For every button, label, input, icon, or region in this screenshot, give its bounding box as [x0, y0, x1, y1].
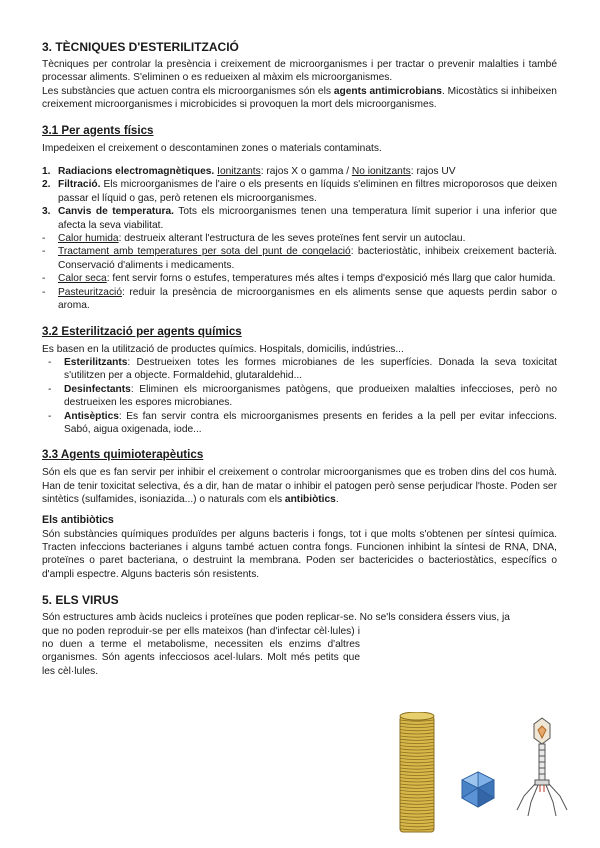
antibiotics-text: Són substàncies químiques produïdes per alguns bacteris i fongs, tot i que molts s'obtenen per síntesi química. Tracten infeccions bacterianes i alguns també actuen contra fongs. Funcionen inhibint la síntesi de RNA, DNA, proteïnes o paret bacteriana, o destruint la membrana. Poden ser bactericides o bacteriostàtics, específics o d'ampli espectre. Alguns bacteris són resistents. — [42, 528, 557, 580]
section-3-antimicrobials: Les substàncies que actuen contra els microorganismes són els agents antimicrobians. Micostàtics si inhibeixen creixement microorganismes i microbicides si provoquen la mort dels microorganismes. — [42, 85, 557, 111]
list-item: - Desinfectants: Eliminen els microorganismes patògens, que produeixen malalties infeccioses, però no destrueixen les espores microbianes. — [48, 383, 557, 409]
list-item: 2. Filtració. Els microorganismes de l'aire o els presents en líquids s'eliminen en filtres microporosos que deixen passar el líquid o gas, però retenen els microorganismes. — [42, 179, 557, 204]
list-item: - Antisèptics: Es fan servir contra els microorganismes presents en ferides a la pell per evitar infeccions. Sabó, aigua oxigenada, iode... — [48, 410, 557, 435]
icosahedral-virus-image — [462, 772, 494, 807]
list-item: - Calor seca: fent servir forns o estufes, temperatures més altes i temps d'exposició més llarg que calor humida. — [42, 273, 556, 285]
list-item: - Esterilitzants: Destrueixen totes les formes microbianes de les superfícies. Donada la seva toxicitat s'utilitzen per a objecte. Formaldehid, glutaraldehid... — [48, 356, 557, 382]
virus-illustrations — [390, 712, 580, 837]
section-3-1-intro: Impedeixen el creixement o descontaminen zones o materials contaminats. — [42, 142, 382, 154]
list-item: 1. Radiacions electromagnètiques. Ionitzants: rajos X o gamma / No ionitzants: rajos UV — [42, 166, 456, 178]
list-item: - Calor humida: destrueix alterant l'estructura de les seves proteïnes fent servir un autoclau. — [42, 233, 466, 245]
section-3-intro: Tècniques per controlar la presència i creixement de microorganismes i per tractar o prevenir malalties i també processar aliments. S'eliminen o es redueixen al màxim els microorganismes. — [42, 59, 557, 84]
list-item: 3. Canvis de temperatura. Tots els microorganismes tenen una temperatura límit superior i una inferior que afecta la seva viabilitat. — [42, 206, 557, 231]
section-3-title: 3. TÈCNIQUES D'ESTERILITZACIÓ — [42, 40, 239, 54]
antibiotics-subtitle: Els antibiòtics — [42, 513, 114, 526]
section-3-3-text: Són els que es fan servir per inhibir el creixement o controlar microorganismes que es troben dins del cos humà. Han de tenir toxicitat selectiva, és a dir, han de matar o inhibir el patogen però sense perjudicar l'hoste. Poden ser sintètics (sulfamides, isoniazida...) o naturals com els antibiòtics. — [42, 467, 557, 506]
virus-text-line1: Són estructures amb àcids nucleics i proteïnes que poden replicar-se. No se'ls considera éssers vius, ja — [42, 612, 510, 624]
section-3-3-title: 3.3 Agents quimioterapèutics — [42, 448, 204, 462]
section-5-title: 5. ELS VIRUS — [42, 593, 119, 608]
virus-text: que no poden reproduir-se per ells mateixos (han d'infectar cèl·lules) i no duen a terme el metabolisme, necessiten els enzims d'altres organismes. Són agents infecciosos acel·lulars. Molt més petits que les cèl·lules. — [42, 625, 360, 677]
bacteriophage-image — [517, 718, 567, 816]
list-item: - Tractament amb temperatures per sota del punt de congelació: bacteriostàtic, inhibeix creixement bacterià. Conservació d'aliments i medicaments. — [42, 246, 557, 271]
section-3-2-intro: Es basen en la utilització de productes químics. Hospitals, domicilis, indústries... — [42, 343, 404, 355]
document-page — [42, 40, 557, 678]
virus-figure — [390, 712, 580, 837]
section-3-1-title: 3.1 Per agents físics — [42, 123, 154, 137]
helical-virus-image — [400, 712, 434, 832]
list-item: - Pasteurització: reduir la presència de microorganismes en els aliments sense que aquests perdin sabor o aroma. — [42, 286, 557, 312]
section-3-2-title: 3.2 Esterilització per agents químics — [42, 324, 242, 338]
